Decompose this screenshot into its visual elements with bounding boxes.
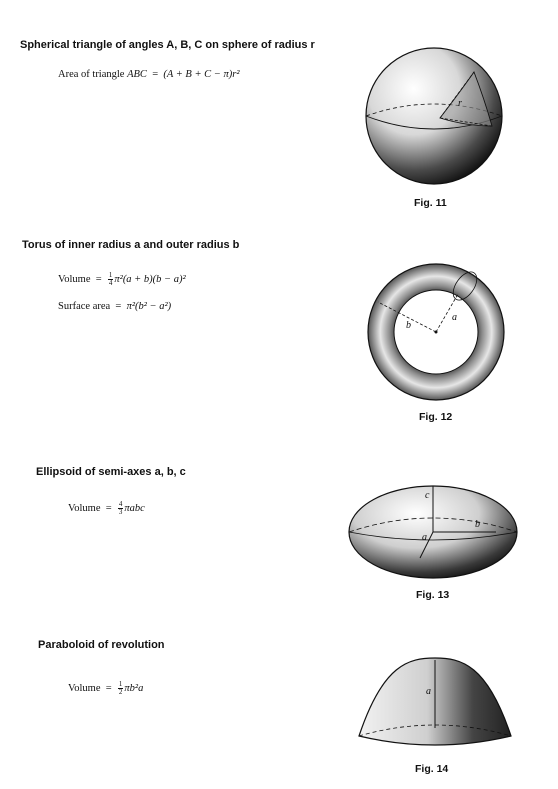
paraboloid-figure	[353, 654, 518, 754]
figure-caption: Fig. 14	[415, 763, 449, 775]
formula-torus-volume	[58, 272, 186, 287]
formula-label: Volume	[68, 682, 101, 694]
figure-caption: Fig. 11	[414, 197, 447, 209]
torus-center	[435, 331, 438, 334]
sphere-figure	[358, 36, 508, 196]
fraction-denominator: 4	[108, 279, 113, 287]
formula-expression: (A + B + C − π)r²	[163, 69, 240, 80]
label-a: a	[452, 312, 457, 323]
formula-ellipsoid-volume	[68, 501, 145, 516]
formula-equals: =	[105, 682, 112, 694]
formula-expression: πb²a	[124, 682, 144, 694]
formula-expression: π²(b² − a²)	[126, 301, 172, 312]
fraction-denominator: 3	[118, 508, 123, 516]
formula-equals: =	[115, 301, 122, 312]
fraction-numerator: 1	[118, 680, 123, 688]
label-b: b	[406, 320, 411, 331]
formula-label: Volume	[68, 502, 101, 514]
formula-equals: =	[95, 273, 102, 285]
section-heading-torus: Torus of inner radius a and outer radius b	[22, 239, 240, 251]
section-heading-paraboloid: Paraboloid of revolution	[38, 639, 165, 651]
formula-expression: π²(a + b)(b − a)²	[114, 273, 186, 285]
formula-sphere-area	[58, 69, 240, 80]
label-a: a	[422, 532, 427, 543]
formula-paraboloid-volume	[68, 681, 143, 696]
label-a: a	[426, 686, 431, 697]
fraction-numerator: 1	[108, 271, 113, 279]
label-b: b	[475, 519, 480, 530]
fraction-numerator: 4	[118, 500, 123, 508]
fraction-denominator: 2	[118, 688, 123, 696]
formula-label: Volume	[58, 273, 91, 285]
formula-fraction	[108, 272, 114, 287]
formula-torus-surface	[58, 301, 171, 312]
formula-variable: ABC	[127, 69, 147, 80]
figure-caption: Fig. 13	[416, 589, 450, 601]
torus-figure	[362, 258, 512, 408]
formula-fraction	[118, 501, 124, 516]
section-heading-sphere: Spherical triangle of angles A, B, C on sphere of radius r	[20, 39, 315, 51]
label-c: c	[425, 490, 430, 501]
formula-equals: =	[105, 502, 112, 514]
label-r: r	[458, 98, 462, 109]
formula-equals: =	[152, 69, 159, 80]
formula-expression: πabc	[124, 502, 145, 514]
formula-label: Area of triangle	[58, 69, 128, 80]
formula-fraction	[118, 681, 124, 696]
figure-caption: Fig. 12	[419, 411, 453, 423]
section-heading-ellipsoid: Ellipsoid of semi-axes a, b, c	[36, 466, 186, 478]
ellipsoid-figure	[346, 482, 521, 582]
formula-label: Surface area	[58, 301, 111, 312]
